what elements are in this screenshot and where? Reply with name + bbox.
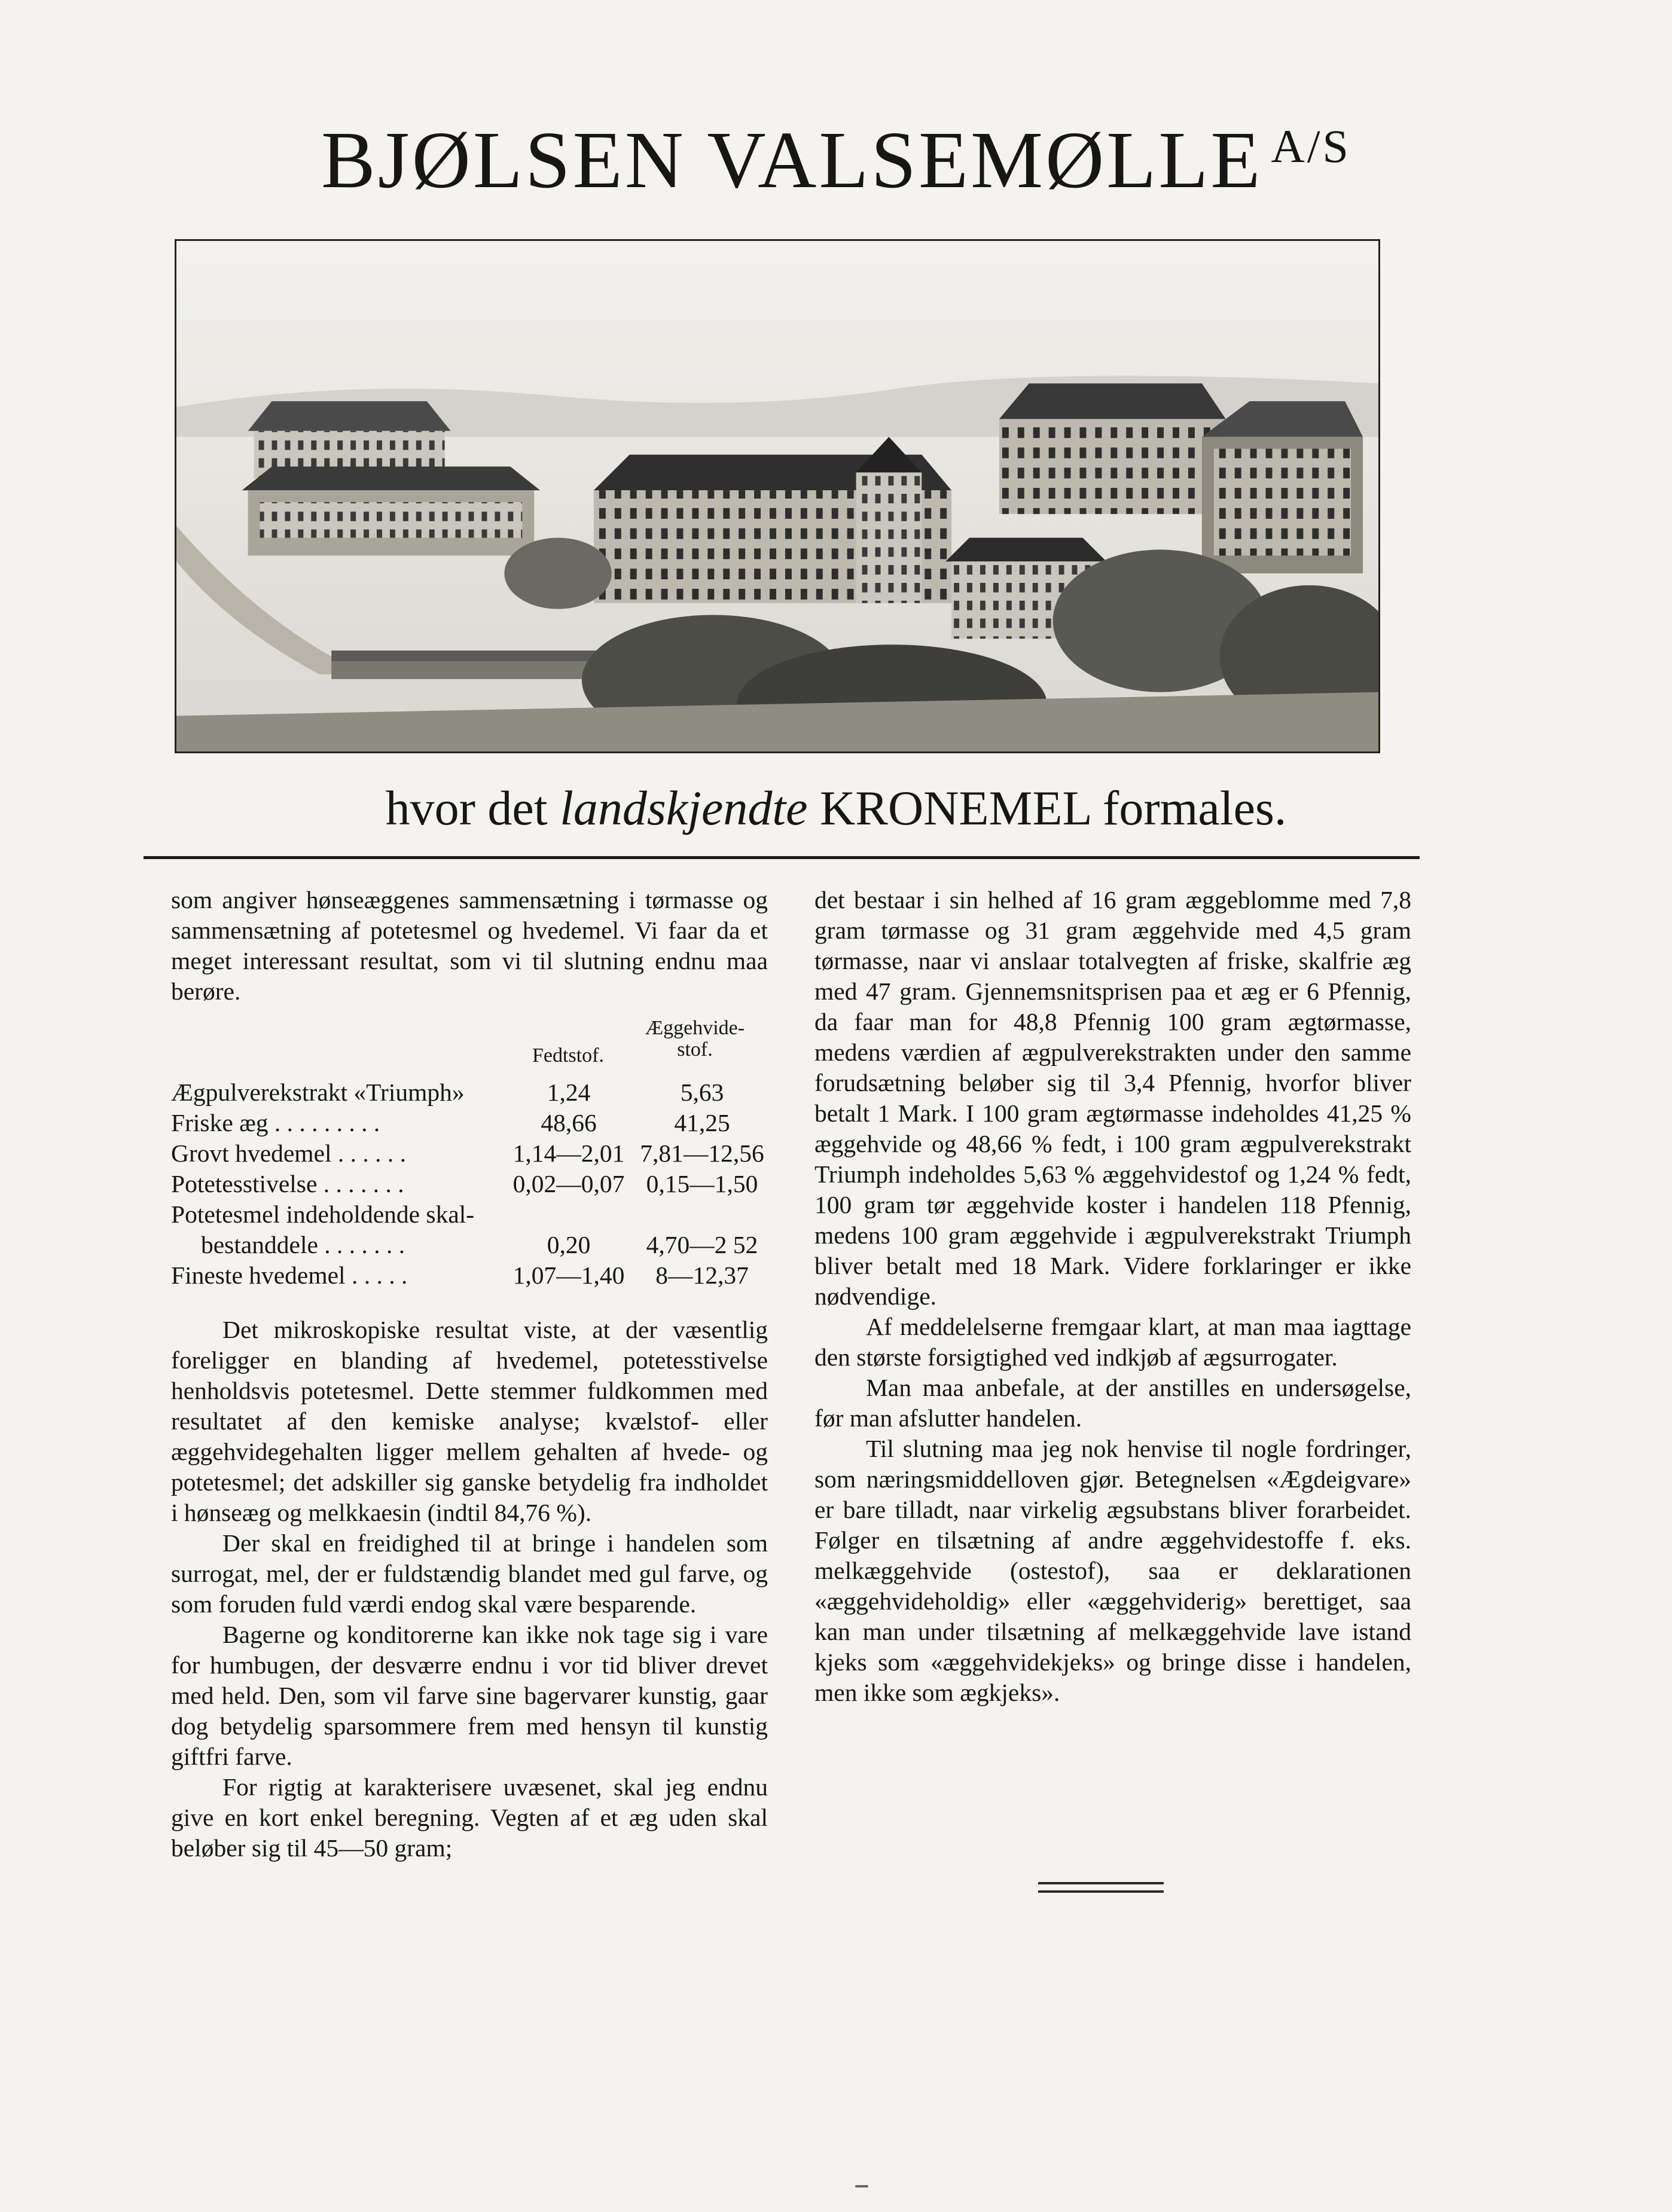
row-label: bestanddele . . . . . . . — [201, 1231, 405, 1258]
row-label: Grovt hvedemel . . . . . . — [171, 1139, 407, 1167]
fat-value: 48,66 — [541, 1109, 597, 1136]
paragraph: Der skal en freidighed til at bringe i handelen som surrogat, mel, der er fuldstændig blandet med gul farve, og som foruden fuld værdi endog skal være besparende. — [171, 1529, 768, 1618]
table-row — [171, 1230, 768, 1260]
paragraph: Af meddelelserne fremgaar klart, at man maa iagttage den største forsigtighed ved indkjøb af ægsurrogater. — [814, 1313, 1411, 1371]
tagline-italic: landskjendte — [560, 781, 808, 835]
table-row — [171, 1138, 768, 1169]
paragraph: Man maa anbefale, at der anstilles en undersøgelse, før man afslutter handelen. — [814, 1374, 1411, 1432]
paragraph: Til slutning maa jeg nok henvise til nogle fordringer, som næringsmiddelloven gjør. Betegnelsen «Ægdeigvare» er bare tilladt, naar virkelig ægsubstans bliver forarbeidet. Følger en tilsætning af andre æggehvidestoffe f. eks. melkæggehvide (ostestof), saa er deklarationen «æggehvideholdig» eller «æggehviderig» berettiget, saa kan man under tilsætning af melkæggehvide lave istand kjeks som «æggehvidekjeks» og bringe disse i handelen, men ikke som ægkjeks». — [814, 1435, 1411, 1706]
table-row — [171, 1169, 768, 1199]
scan-speck — [855, 2185, 868, 2187]
intro-paragraph: som angiver hønseæggenes sammensætning i tørmasse og sammensætning af potetesmel og hvedemel. Vi faar da et meget interessant resultat, som vi til slutning endnu maa berøre. — [171, 886, 768, 1005]
section-divider — [144, 856, 1420, 859]
row-label: Potetesstivelse . . . . . . . — [171, 1170, 404, 1197]
end-rule — [1038, 1882, 1164, 1884]
mill-illustration — [175, 239, 1380, 753]
title-text: BJØLSEN VALSEMØLLE — [321, 115, 1263, 205]
protein-value: 8—12,37 — [655, 1261, 749, 1289]
fat-value: 0,02—0,07 — [512, 1170, 625, 1197]
table-header — [171, 1012, 768, 1077]
fat-value: 0,20 — [547, 1231, 591, 1258]
paragraph: det bestaar i sin helhed af 16 gram æggeblomme med 7,8 gram tørmasse og 31 gram æggehvide med 4,5 gram tørmasse, naar vi anslaar totalvegten af friske, skalfrie æg med 47 gram. Gjennemsnitsprisen paa et æg er 6 Pfennig, da faar man for 48,8 Pfennig 100 gram ægtørmasse, medens værdien af ægpulverekstrakten under den samme forudsætning beløber sig til 3,4 Pfennig, hvorfor bliver betalt 1 Mark. I 100 gram ægtørmasse indeholdes 41,25 % æggehvide og 48,66 % fedt, i 100 gram ægpulverekstrakt Triumph indeholdes 5,63 % æggehvidestof og 1,24 % fedt, 100 gram tør æggehvide koster i handelen 118 Pfennig, medens 100 gram æggehvide i ægpulverekstrakt Triumph bliver betalt med 18 Mark. Videre forklaringer er ikke nødvendige. — [814, 886, 1411, 1310]
table-row — [171, 1260, 768, 1291]
end-rule — [1038, 1890, 1164, 1893]
protein-value: 5,63 — [680, 1078, 724, 1106]
row-label: Fineste hvedemel . . . . . — [171, 1261, 408, 1289]
row-label: Potetesmel indeholdende skal- — [171, 1200, 475, 1228]
paragraph: Bagerne og konditorerne kan ikke nok tage sig i vare for humbugen, der desværre endnu i vor tid bliver drevet med held. Den, som vil farve sine bagervarer kunstig, gaar dog betydelig sparsommere frem med hensyn til kunstig giftfri farve. — [171, 1621, 768, 1770]
left-column — [171, 885, 768, 1863]
row-label: Ægpulverekstrakt «Triumph» — [171, 1078, 465, 1106]
paragraph: For rigtig at karakterisere uvæsenet, skal jeg endnu give en kort enkel beregning. Vegten af et æg uden skal beløber sig til 45—50 gram; — [171, 1773, 768, 1862]
row-label: Friske æg . . . . . . . . . — [171, 1109, 380, 1136]
tagline-prefix: hvor det — [385, 781, 548, 835]
title-suffix: A/S — [1271, 120, 1351, 172]
paragraph: Det mikroskopiske resultat viste, at der væsentlig foreligger en blanding af hvedemel, potetesstivelse henholdsvis potetesmel. Dette stemmer fuldkommen med resultatet af den kemiske analyse; kvælstof- eller æggehvidegehalten ligger mellem gehalten af hvede- og potetesmel; det adskiller sig ganske betydelig fra indholdet i hønseæg og melkkaesin (indtil 84,76 %). — [171, 1316, 768, 1526]
tagline-suffix: KRONEMEL formales. — [820, 781, 1287, 835]
tagline — [0, 780, 1672, 836]
protein-value: 4,70—2 52 — [646, 1231, 758, 1258]
fat-column-header: Fedtstof. — [532, 1044, 604, 1067]
fat-value: 1,24 — [547, 1078, 591, 1106]
analysis-table — [171, 1012, 768, 1291]
table-row — [171, 1077, 768, 1108]
protein-value: 0,15—1,50 — [646, 1170, 758, 1197]
right-column — [814, 885, 1411, 1708]
page-title — [0, 114, 1672, 207]
protein-column-header: Æggehvide-stof. — [645, 1017, 745, 1061]
table-row — [171, 1108, 768, 1138]
mill-drawing — [176, 241, 1378, 751]
protein-value: 41,25 — [674, 1109, 730, 1136]
table-row — [171, 1199, 768, 1230]
protein-value: 7,81—12,56 — [640, 1139, 764, 1167]
fat-value: 1,14—2,01 — [512, 1139, 625, 1167]
fat-value: 1,07—1,40 — [512, 1261, 625, 1289]
